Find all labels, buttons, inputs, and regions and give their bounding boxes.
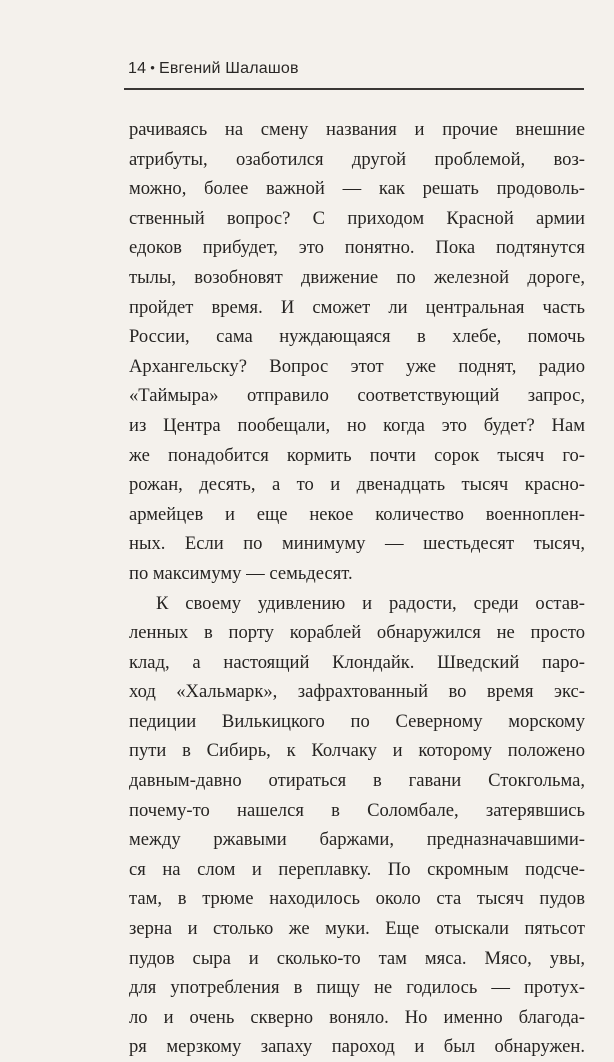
body-text	[129, 115, 585, 1062]
text-line: ря мерзкому запаху пароход и был обнаружен.	[129, 1032, 585, 1062]
text-line: педиции Вилькицкого по Северному морскому	[129, 707, 585, 737]
author-name: Евгений Шалашов	[159, 60, 299, 77]
page-number: 14	[128, 60, 146, 77]
header-separator: •	[150, 60, 155, 75]
text-line: пути в Сибирь, к Колчаку и которому положено	[129, 736, 585, 766]
text-line: для употребления в пищу не годилось — протух-	[129, 973, 585, 1003]
text-line: ных. Если по минимуму — шестьдесят тысяч,	[129, 529, 585, 559]
text-line: давным-давно отираться в гавани Стокгольма,	[129, 766, 585, 796]
text-line: между ржавыми баржами, предназначавшими-	[129, 825, 585, 855]
text-line: ход «Хальмарк», зафрахтованный во время экс-	[129, 677, 585, 707]
text-line: там, в трюме находилось около ста тысяч пудов	[129, 884, 585, 914]
text-line: армейцев и еще некое количество военноплен-	[129, 500, 585, 530]
text-line: атрибуты, озаботился другой проблемой, воз-	[129, 145, 585, 175]
text-line: зерна и столько же муки. Еще отыскали пятьсот	[129, 914, 585, 944]
text-line: ло и очень скверно воняло. Но именно благода-	[129, 1003, 585, 1033]
text-line: клад, а настоящий Клондайк. Шведский паро-	[129, 648, 585, 678]
text-line: можно, более важной — как решать продоволь-	[129, 174, 585, 204]
text-line: почему-то нашелся в Соломбале, затерявшись	[129, 796, 585, 826]
text-line: едоков прибудет, это понятно. Пока подтянутся	[129, 233, 585, 263]
text-line: Архангельску? Вопрос этот уже поднят, радио	[129, 352, 585, 382]
text-line: «Таймыра» отправило соответствующий запрос,	[129, 381, 585, 411]
text-line: рачиваясь на смену названия и прочие внешние	[129, 115, 585, 145]
header-rule	[124, 88, 584, 90]
paragraph-2	[129, 589, 585, 1062]
paragraph-1	[129, 115, 585, 589]
text-line: рожан, десять, а то и двенадцать тысяч красно-	[129, 470, 585, 500]
text-line: пройдет время. И сможет ли центральная часть	[129, 293, 585, 323]
text-line: же понадобится кормить почти сорок тысяч го-	[129, 441, 585, 471]
text-line: пудов сыра и сколько-то там мяса. Мясо, увы,	[129, 944, 585, 974]
running-header	[128, 60, 299, 78]
text-line: ся на слом и переплавку. По скромным подсче-	[129, 855, 585, 885]
text-line: России, сама нуждающаяся в хлебе, помочь	[129, 322, 585, 352]
text-line: К своему удивлению и радости, среди остав-	[129, 589, 585, 619]
text-line: ленных в порту кораблей обнаружился не просто	[129, 618, 585, 648]
text-line: тылы, возобновят движение по железной дороге,	[129, 263, 585, 293]
text-line: ственный вопрос? С приходом Красной армии	[129, 204, 585, 234]
text-line: из Центра пообещали, но когда это будет? Нам	[129, 411, 585, 441]
text-line: по максимуму — семьдесят.	[129, 559, 585, 589]
